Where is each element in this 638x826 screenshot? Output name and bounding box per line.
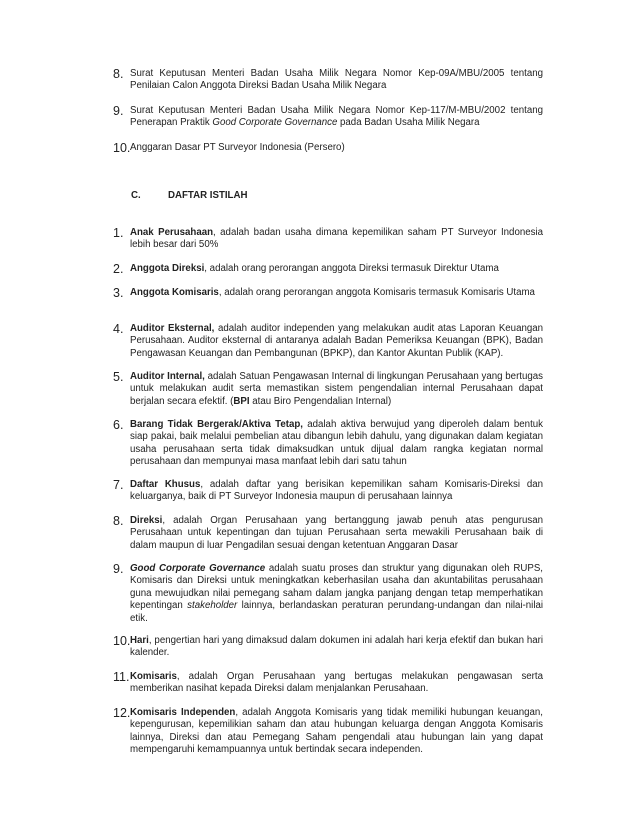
item-text: Surat Keputusan Menteri Badan Usaha Milik Negara Nomor Kep-09A/MBU/2005 tentang Penilaian Calon Anggota Direksi Badan Usaha Milik Negara xyxy=(130,68,543,92)
reference-item xyxy=(113,68,543,93)
section-title: DAFTAR ISTILAH xyxy=(168,190,248,201)
term-name: Daftar Khusus xyxy=(130,479,201,490)
term-number: 12. xyxy=(113,706,131,720)
term-definition: , adalah orang perorangan anggota Komisaris termasuk Komisaris Utama xyxy=(218,287,535,298)
term-item xyxy=(113,635,543,660)
section-heading xyxy=(131,190,247,201)
term-name: Anak Perusahaan xyxy=(130,227,214,238)
term-definition: , adalah daftar yang berisikan kepemilikan saham Komisaris-Direksi dan keluarganya, baik di PT Surveyor Indonesia maupun di perusahaan lainnya xyxy=(130,479,543,503)
term-name: Auditor Eksternal, xyxy=(130,323,215,334)
term-definition: , adalah badan usaha dimana kepemilikan saham PT Surveyor Indonesia lebih besar dari 50% xyxy=(130,227,543,251)
term-name: Komisaris Independen xyxy=(130,707,236,718)
term-number: 3. xyxy=(113,286,124,300)
term-definition: , adalah Organ Perusahaan yang bertugas melakukan pengawasan serta memberikan nasihat kepada Direksi dalam menjalankan Perusahaan. xyxy=(130,671,543,695)
term-number: 6. xyxy=(113,418,124,432)
term-emphasis: stakeholder xyxy=(187,600,238,612)
item-number: 10. xyxy=(113,141,131,155)
term-item xyxy=(113,479,543,504)
term-definition: , adalah Anggota Komisaris yang tidak memiliki hubungan keuangan, kepengurusan, kepemilikian saham dan atau hubungan keluarga dengan Anggota Komisaris lainnya, Direksi dan atau Pemegang Saham pengendali atau hubungan lain yang dapat mempengaruhi kemampuannya untuk bertindak secara independen. xyxy=(130,707,543,756)
item-number: 9. xyxy=(113,104,124,118)
term-definition-tail: lainnya, berlandaskan peraturan perundang-undangan dan nilai-nilai etik. xyxy=(130,600,544,624)
term-number: 4. xyxy=(113,322,124,336)
term-item xyxy=(113,419,543,469)
term-name: Anggota Komisaris xyxy=(130,287,219,298)
term-item xyxy=(113,563,543,625)
term-number: 2. xyxy=(113,262,124,276)
term-name: Direksi xyxy=(130,515,163,526)
item-number: 8. xyxy=(113,67,124,81)
term-name: Anggota Direksi xyxy=(130,263,205,274)
term-number: 8. xyxy=(113,514,124,528)
item-text: Anggaran Dasar PT Surveyor Indonesia (Persero) xyxy=(130,142,345,153)
term-definition: , pengertian hari yang dimaksud dalam dokumen ini adalah hari kerja efektif dan bukan hari kalender. xyxy=(130,635,543,659)
term-number: 1. xyxy=(113,226,124,240)
term-item xyxy=(113,263,543,275)
term-item xyxy=(113,371,543,408)
section-letter: C. xyxy=(131,190,141,201)
term-definition: , adalah Organ Perusahaan yang bertanggung jawab penuh atas pengurusan Perusahaan untuk kepentingan dan tujuan Perusahaan serta mewakili Perusahaan baik di dalam maupun di luar Pengadilan sesuai dengan ketentuan Anggaran Dasar xyxy=(130,515,543,551)
term-definition: adalah aktiva berwujud yang diperoleh dalam bentuk siap pakai, baik melalui pembelian atau dibangun lebih dahulu, yang digunakan dalam kegiatan usaha perusahaan serta tidak dimaksudkan untuk dijual dalam rangka kegiatan normal perusahaan dan mempunyai masa manfaat lebih dari satu tahun xyxy=(130,419,543,468)
term-number: 11. xyxy=(113,670,130,684)
term-name: Auditor Internal, xyxy=(130,371,205,382)
term-name: Barang Tidak Bergerak/Aktiva Tetap, xyxy=(130,419,303,430)
term-item xyxy=(113,707,543,757)
term-item xyxy=(113,227,543,252)
term-definition: , adalah orang perorangan anggota Direksi termasuk Direktur Utama xyxy=(204,263,499,274)
term-item xyxy=(113,287,543,299)
term-number: 7. xyxy=(113,478,124,492)
term-number: 5. xyxy=(113,370,124,384)
item-text: Surat Keputusan Menteri Badan Usaha Milik Negara Nomor Kep-117/M-MBU/2002 tentang Penerapan Praktik Good Corporate Governance pada Badan Usaha Milik Negara xyxy=(130,105,543,129)
reference-item xyxy=(113,142,543,154)
term-name: Good Corporate Governance xyxy=(130,563,266,574)
term-definition: adalah auditor independen yang melakukan audit atas Laporan Keuangan Perusahaan. Auditor eksternal di antaranya adalah Badan Pemeriksa Keuangan (BPK), Badan Pengawasan Keuangan dan Pembangunan (BPKP), dan Kantor Akuntan Publik (KAP). xyxy=(130,323,544,359)
term-number: 9. xyxy=(113,562,124,576)
term-definition: adalah suatu proses dan struktur yang digunakan oleh RUPS, Komisaris dan Direksi untuk meningkatkan keberhasilan usaha dan akuntabilitas perusahaan guna mewujudkan nilai pemegang saham dalam jangka panjang dengan tetap memperhatikan kepentingan xyxy=(130,563,543,612)
term-name: Komisaris xyxy=(130,671,177,682)
term-name: Hari xyxy=(130,635,149,646)
term-abbr: BPI xyxy=(233,395,250,407)
term-definition-tail: atau Biro Pengendalian Internal) xyxy=(249,395,392,407)
term-item xyxy=(113,515,543,552)
term-definition: adalah Satuan Pengawasan Internal di lingkungan Perusahaan yang bertugas untuk melakukan audit serta memastikan sistem pengendalian internal Perusahaan dapat berjalan secara efektif. ( xyxy=(130,371,543,407)
reference-item xyxy=(113,105,543,130)
term-item xyxy=(113,671,543,696)
term-number: 10. xyxy=(113,634,131,648)
term-item xyxy=(113,323,543,360)
